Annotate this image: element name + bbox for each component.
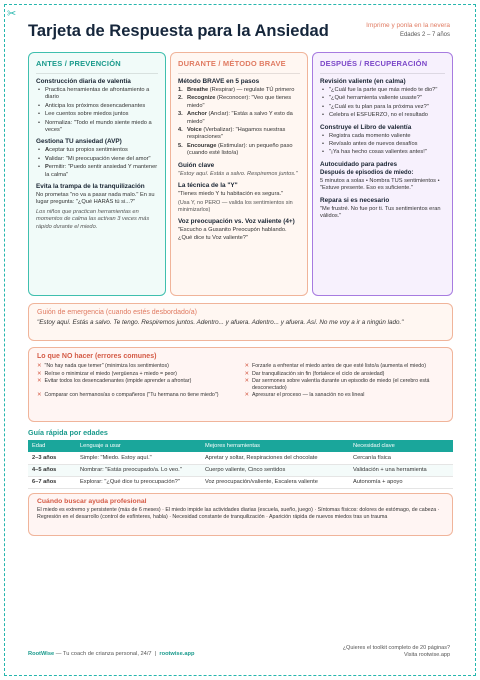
table-header-row <box>28 440 453 452</box>
scissors-icon: ✂ <box>7 8 17 20</box>
mistake-item: ✕ Dar tranquilización sin fin (fortalece el ciclo de ansiedad) <box>244 370 385 377</box>
repair-text: "Me frustré. No fue por ti. Tus sentimientos eran válidos." <box>320 205 441 220</box>
table-cell: Nombrar: "Estás preocupado/a. Lo veo." <box>76 464 201 476</box>
review-list <box>320 87 445 120</box>
seek-help-text: El miedo es extremo y persistente (más de 6 meses) · El miedo impide las actividades diarias (escuela, sueño, juego) · Síntomas físicos: dolores de estómago, de cabeza · Regresión en el desarrollo (control de esfínteres, habla) · Necesidad constante de tranquilización · Aparición rápida de nuevos miedos tras un trauma <box>37 507 440 520</box>
y-technique-text: "Tienes miedo Y tu habitación es segura." <box>178 191 284 198</box>
section-title: Método BRAVE en 5 pasos <box>178 78 260 85</box>
list-item: 5. Encourage (Estimular): un pequeño paso (cuando esté listo/a) <box>178 142 293 157</box>
section-title: Construcción diaria de valentía <box>36 78 131 85</box>
self-care-subtitle: Después de episodios de miedo: <box>320 169 414 176</box>
seek-help-box <box>28 493 453 536</box>
toolkit-promo: ¿Quieres el toolkit completo de 20 páginas? <box>342 645 450 651</box>
emergency-script-box <box>28 303 453 341</box>
table-cell: Validación + una herramienta <box>349 464 453 476</box>
after-heading: DESPUÉS / RECUPERACIÓN <box>320 59 445 74</box>
table-cell: Cercanía física <box>349 452 453 464</box>
table-cell: Autonomía + apoyo <box>349 476 453 488</box>
table-row <box>28 464 453 476</box>
section-title: Autocuidado para padres <box>320 160 398 168</box>
section-title: Construye el Libro de valentía <box>320 123 412 131</box>
mistake-item: ✕ Apresurar el proceso — la sanación no es lineal <box>244 392 365 399</box>
section-title: La técnica de la "Y" <box>178 182 238 190</box>
brave-steps <box>178 87 300 158</box>
footer-link[interactable]: rootwise.app <box>159 651 195 657</box>
column-header: Necesidad clave <box>349 440 453 452</box>
table-row <box>28 452 453 464</box>
brand-name: RootWise <box>28 651 55 657</box>
table-cell: Explorar: "¿Qué dice tu preocupación?" <box>76 476 201 488</box>
x-icon: ✕ <box>244 363 249 369</box>
list-item: • Anticipa los próximos desencadenantes <box>36 103 158 110</box>
table-cell: Simple: "Miedo. Estoy aquí." <box>76 452 201 464</box>
list-item: • Celebra el ESFUERZO, no el resultado <box>320 112 445 119</box>
table-cell: Apretar y soltar, Respiraciones del chocolate <box>201 452 349 464</box>
common-mistakes-box <box>28 347 453 422</box>
mistake-item: ✕ Forzarle a enfrentar el miedo antes de que esté listo/a (aumenta el miedo) <box>244 363 426 369</box>
practice-note: Los niños que practican herramientas en momentos de calma las activan 3 veces más rápido durante el miedo. <box>36 208 150 230</box>
x-icon: ✕ <box>244 378 249 385</box>
list-item: • "¿Cuál es tu plan para la próxima vez?" <box>320 104 445 111</box>
mistakes-grid <box>37 363 444 399</box>
x-icon: ✕ <box>37 370 42 377</box>
bravery-book-list <box>320 133 445 157</box>
self-care-text: 5 minutos a solas • Nombra TUS sentimientos • "Estuve presente. Eso es suficiente." <box>320 177 440 192</box>
emergency-text: "Estoy aquí. Estás a salvo. Te tengo. Respiremos juntos. Adentro... y afuera. Adentro... y afuera. Así. No me voy a ir a ningún lado." <box>37 319 404 326</box>
age-guide-heading: Guía rápida por edades <box>28 428 108 437</box>
age-range: Edades 2 – 7 años <box>399 32 450 38</box>
section-title: Voz preocupación vs. Voz valiente (4+) <box>178 218 295 226</box>
section-title: Evita la trampa de la tranquilización <box>36 183 145 191</box>
page-title: Tarjeta de Respuesta para la Ansiedad <box>28 22 329 40</box>
list-item: • Aceptar tus propios sentimientos <box>36 147 158 154</box>
table-cell: 2–3 años <box>28 452 76 464</box>
footer-tagline: — Tu coach de crianza personal, 24/7 | <box>54 651 160 657</box>
list-item: • Practica herramientas de afrontamiento a diario <box>36 87 158 102</box>
during-heading: DURANTE / MÉTODO BRAVE <box>178 59 300 74</box>
emergency-heading: Guión de emergencia (cuando estés desbordado/a) <box>37 309 197 316</box>
table-cell: Voz preocupación/valiente, Escalera valiente <box>201 476 349 488</box>
list-item: • "¿Cuál fue la parte que más miedo te dio?" <box>320 87 445 94</box>
mistake-item: ✕ Comparar con hermanos/as o compañeros ("Tu hermana no tiene miedo") <box>37 392 219 399</box>
list-item: 3. Anchor (Anclar): "Estás a salvo Y esto da miedo" <box>178 111 293 125</box>
age-guide-table <box>28 440 453 489</box>
key-script: "Estoy aquí. Estás a salvo. Respiremos juntos." <box>178 170 298 177</box>
print-note: Imprime y ponla en la nevera <box>366 22 450 29</box>
reassurance-text: No prometas "no va a pasar nada malo." En su lugar pregunta: "¿Qué HARÁS tú si...?" <box>36 192 155 206</box>
section-title: Revisión valiente (en calma) <box>320 78 406 85</box>
x-icon: ✕ <box>244 392 249 399</box>
x-icon: ✕ <box>37 378 42 385</box>
visit-link[interactable]: Visita rootwise.app <box>403 652 450 658</box>
seek-help-heading: Cuándo buscar ayuda profesional <box>37 498 147 505</box>
mistake-item: ✕ Evitar todos los desencadenantes (impide aprender a afrontar) <box>37 378 237 391</box>
section-title: Gestiona TU ansiedad (AVP) <box>36 138 122 146</box>
mistake-item: ✕ "No hay nada que temer" (minimiza los sentimientos) <box>37 363 169 369</box>
list-item: • Normaliza: "Todo el mundo siente miedo a veces" <box>36 120 158 135</box>
section-title: Repara si es necesario <box>320 196 390 204</box>
header-notes <box>366 22 450 38</box>
y-technique-note: (Usa Y, no PERO — valida los sentimientos sin minimizarlos) <box>178 200 293 214</box>
daily-bravery-list <box>36 87 158 134</box>
avp-list <box>36 147 158 179</box>
mistakes-heading: Lo que NO hacer (errores comunes) <box>37 353 157 360</box>
column-header: Edad <box>28 440 76 452</box>
column-header: Mejores herramientas <box>201 440 349 452</box>
table-row <box>28 476 453 488</box>
list-item: 2. Recognize (Reconocer): "Veo que tienes miedo" <box>178 95 292 109</box>
x-icon: ✕ <box>37 392 42 399</box>
during-column <box>170 52 308 296</box>
before-heading: ANTES / PREVENCIÓN <box>36 59 158 74</box>
table-cell: Cuerpo valiente, Cinco sentidos <box>201 464 349 476</box>
mistake-item: ✕ Dar sermones sobre valentía durante un episodio de miedo (el cerebro está desconectado) <box>244 378 430 391</box>
table-cell: 6–7 años <box>28 476 76 488</box>
list-item: • Permitir: "Puedo sentir ansiedad Y mantener la calma" <box>36 164 158 179</box>
x-icon: ✕ <box>37 363 42 369</box>
list-item: • "¿Qué herramienta valiente usaste?" <box>320 95 445 102</box>
before-column <box>28 52 166 296</box>
list-item: 1. Breathe (Respirar) — regulate TÚ primero <box>178 87 295 93</box>
list-item: • Lee cuentos sobre miedos juntos <box>36 111 158 118</box>
list-item: • Registra cada momento valiente <box>320 133 445 140</box>
footer-right <box>343 645 450 659</box>
after-column <box>312 52 453 296</box>
list-item: • Revísalo antes de nuevos desafíos <box>320 141 445 148</box>
list-item: 4. Voice (Verbalizar): "Hagamos nuestras respiraciones" <box>178 127 286 141</box>
footer-left <box>28 651 194 657</box>
worry-voice-text: "Escucho a Gusanito Preocupón hablando. ¿Qué dice tu Voz valiente?" <box>178 227 287 241</box>
list-item: • "¡Ya has hecho cosas valientes antes!" <box>320 149 445 156</box>
list-item: • Validar: "Mi preocupación viene del amor" <box>36 156 158 163</box>
section-title: Guión clave <box>178 161 215 169</box>
column-header: Lenguaje a usar <box>76 440 201 452</box>
x-icon: ✕ <box>244 370 249 377</box>
mistake-item: ✕ Reírse o minimizar el miedo (vergüenza + miedo = peor) <box>37 370 177 377</box>
table-cell: 4–5 años <box>28 464 76 476</box>
